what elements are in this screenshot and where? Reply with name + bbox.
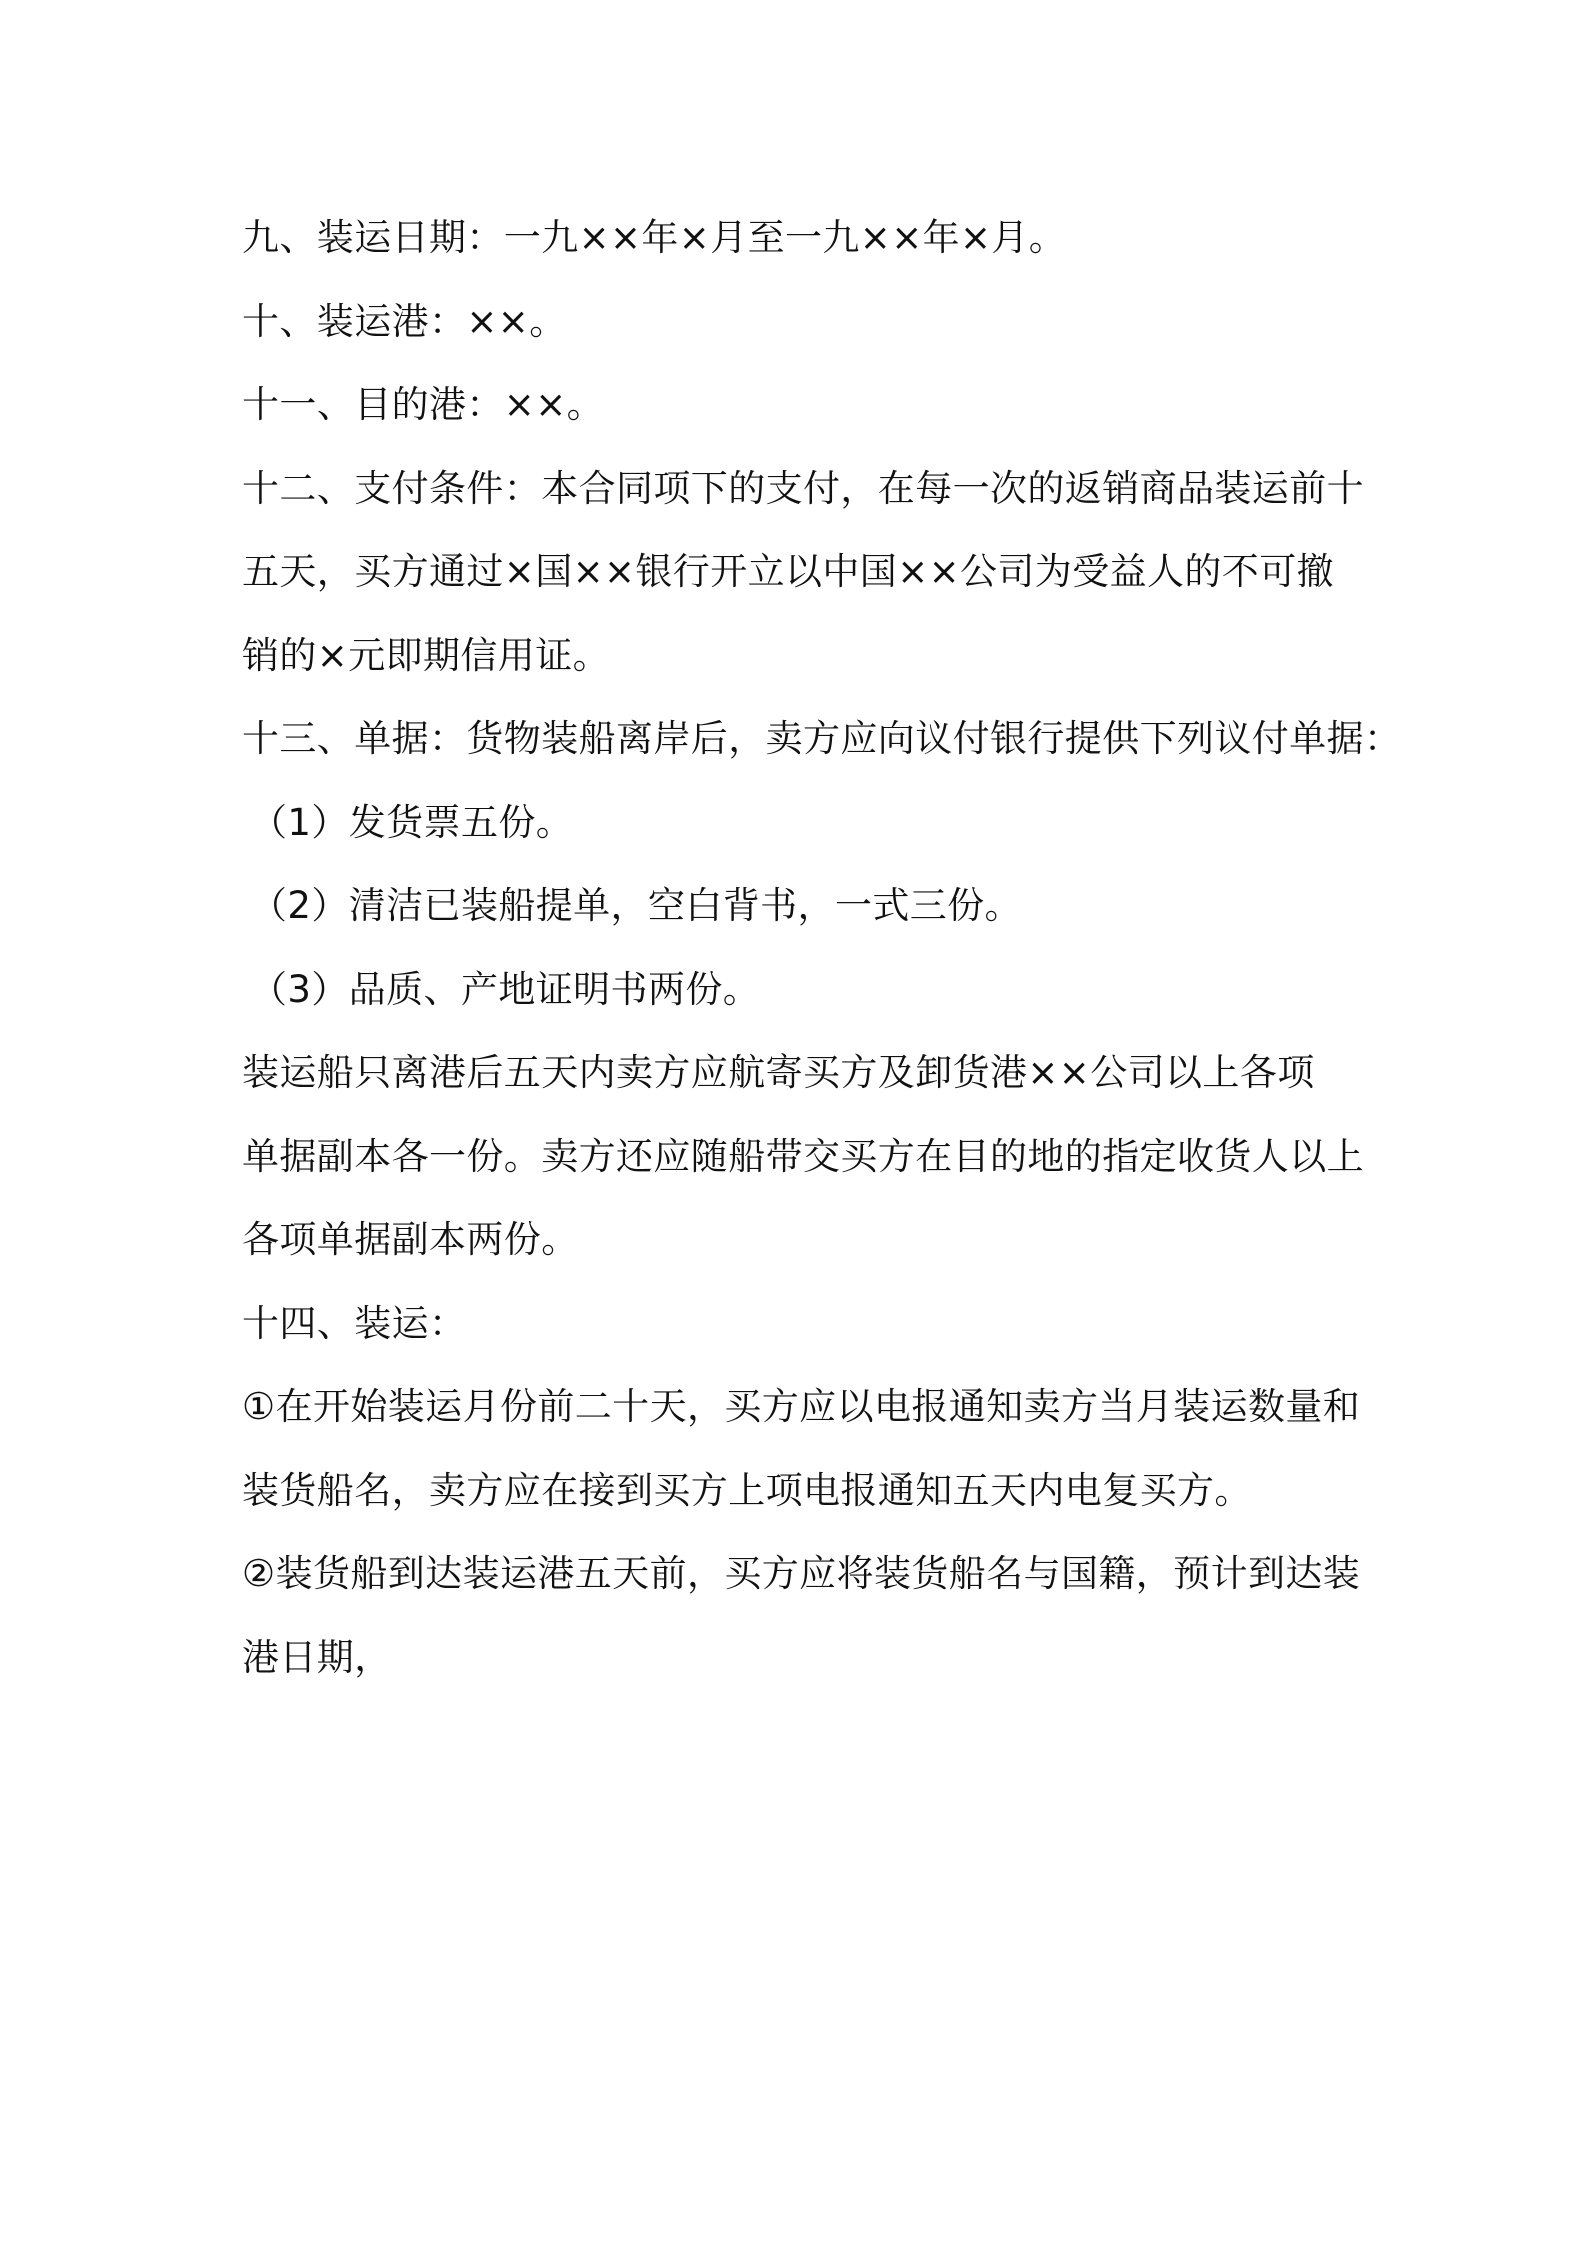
documents-paragraph: 装运船只离港后五天内卖方应航寄买方及卸货港××公司以上各项 [242,1051,1315,1094]
clause-9-shipment-date: 九、装运日期：一九××年×月至一九××年×月。 [242,216,1067,259]
document-item-3: （3）品质、产地证明书两份。 [250,967,761,1011]
clause-12-payment-terms-cont: 五天，买方通过×国××银行开立以中国××公司为受益人的不可撤 [242,550,1335,593]
clause-12-payment-terms-end: 销的×元即期信用证。 [242,633,611,677]
shipment-item-1: ①在开始装运月份前二十天，买方应以电报通知卖方当月装运数量和 [242,1385,1361,1428]
clause-13-documents: 十三、单据：货物装船离岸后，卖方应向议付银行提供下列议付单据： [242,717,1402,760]
shipment-item-2-cont: 港日期， [242,1635,392,1679]
clause-10-port-of-shipment: 十、装运港：××。 [242,299,567,343]
clause-14-shipment: 十四、装运： [242,1301,467,1345]
document-body [242,196,1402,1699]
clause-11-port-of-destination: 十一、目的港：××。 [242,383,605,426]
documents-paragraph-end: 各项单据副本两份。 [242,1218,579,1261]
shipment-item-2: ②装货船到达装运港五天前，买方应将装货船名与国籍，预计到达装 [242,1552,1361,1595]
shipment-item-1-cont: 装货船名，卖方应在接到买方上项电报通知五天内电复买方。 [242,1468,1252,1512]
clause-12-payment-terms: 十二、支付条件：本合同项下的支付，在每一次的返销商品装运前十 [242,466,1364,510]
document-item-2: （2）清洁已装船提单，空白背书，一式三份。 [250,884,1022,927]
document-item-1: （1）发货票五份。 [250,800,574,844]
documents-paragraph-cont: 单据副本各一份。卖方还应随船带交买方在目的地的指定收货人以上 [242,1134,1364,1178]
